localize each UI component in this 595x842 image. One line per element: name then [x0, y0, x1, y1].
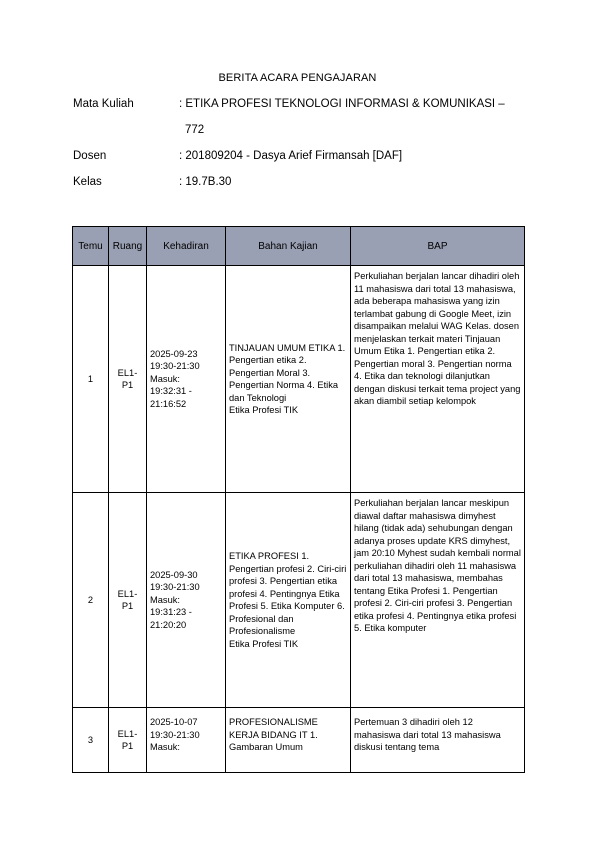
table-row — [73, 493, 525, 708]
header-bahan-kajian: Bahan Kajian — [226, 227, 351, 266]
cell-bahan-kajian: ETIKA PROFESI 1. Pengertian profesi 2. Ciri-ciri profesi 3. Pengertian etika profesi 4. Pentingnya Etika Profesi 5. Etika Komputer 6. Profesional dan Profesionalisme Etika Profesi TIK — [226, 493, 351, 708]
table-row — [73, 708, 525, 773]
class-label: Kelas — [73, 176, 102, 188]
cell-temu: 1 — [73, 266, 109, 493]
cell-ruang: EL1- P1 — [109, 708, 147, 773]
cell-bap: Perkuliahan berjalan lancar dihadiri oleh 11 mahasiswa dari total 13 mahasiswa, ada beberapa mahasiswa yang izin terlambat gabung di Google Meet, izin disampaikan melalui WAG Kelas. dosen menjelaskan terkait materi Tinjauan Umum Etika 1. Pengertian etika 2. Pengertian moral 3. Pengertian norma 4. Etika dan teknologi dilanjutkan dengan diskusi terkait tema project yang akan diambil setiap kelompok — [351, 266, 525, 493]
table-row — [73, 266, 525, 493]
lecturer-value: : 201809204 - Dasya Arief Firmansah [DAF] — [179, 150, 403, 162]
document-title: BERITA ACARA PENGAJARAN — [218, 72, 377, 84]
lecturer-label: Dosen — [73, 150, 107, 162]
cell-kehadiran: 2025-09-30 19:30-21:30 Masuk: 19:31:23 - 21:20:20 — [147, 493, 226, 708]
bap-table — [72, 226, 525, 773]
cell-temu: 3 — [73, 708, 109, 773]
cell-ruang: EL1- P1 — [109, 266, 147, 493]
cell-kehadiran: 2025-10-07 19:30-21:30 Masuk: — [147, 708, 226, 773]
course-value: : ETIKA PROFESI TEKNOLOGI INFORMASI & KOMUNIKASI – — [179, 98, 505, 110]
cell-temu: 2 — [73, 493, 109, 708]
header-temu: Temu — [73, 227, 109, 266]
course-code: 772 — [185, 124, 205, 136]
cell-ruang: EL1- P1 — [109, 493, 147, 708]
header-ruang: Ruang — [109, 227, 147, 266]
table-header-row — [73, 227, 525, 266]
course-label: Mata Kuliah — [73, 98, 134, 110]
cell-bap: Perkuliahan berjalan lancar meskipun diawal daftar mahasiswa dimyhest hilang (tidak ada) sehubungan dengan adanya proses update KRS dimyhest, jam 20:10 Myhest sudah kembali normal perkuliahan dihadiri oleh 11 mahasiswa dari total 13 mahasiswa, membahas tentang Etika Profesi 1. Pengertian profesi 2. Ciri-ciri profesi 3. Pengertian etika profesi 4. Pentingnya etika profesi 5. Etika komputer — [351, 493, 525, 708]
cell-bahan-kajian: TINJAUAN UMUM ETIKA 1. Pengertian etika 2. Pengertian Moral 3. Pengertian Norma 4. Etika dan Teknologi Etika Profesi TIK — [226, 266, 351, 493]
cell-bap: Pertemuan 3 dihadiri oleh 12 mahasiswa dari total 13 mahasiswa diskusi tentang tema — [351, 708, 525, 773]
class-value: : 19.7B.30 — [179, 176, 232, 188]
cell-kehadiran: 2025-09-23 19:30-21:30 Masuk: 19:32:31 - 21:16:52 — [147, 266, 226, 493]
header-bap: BAP — [351, 227, 525, 266]
header-kehadiran: Kehadiran — [147, 227, 226, 266]
cell-bahan-kajian: PROFESIONALISME KERJA BIDANG IT 1. Gambaran Umum — [226, 708, 351, 773]
